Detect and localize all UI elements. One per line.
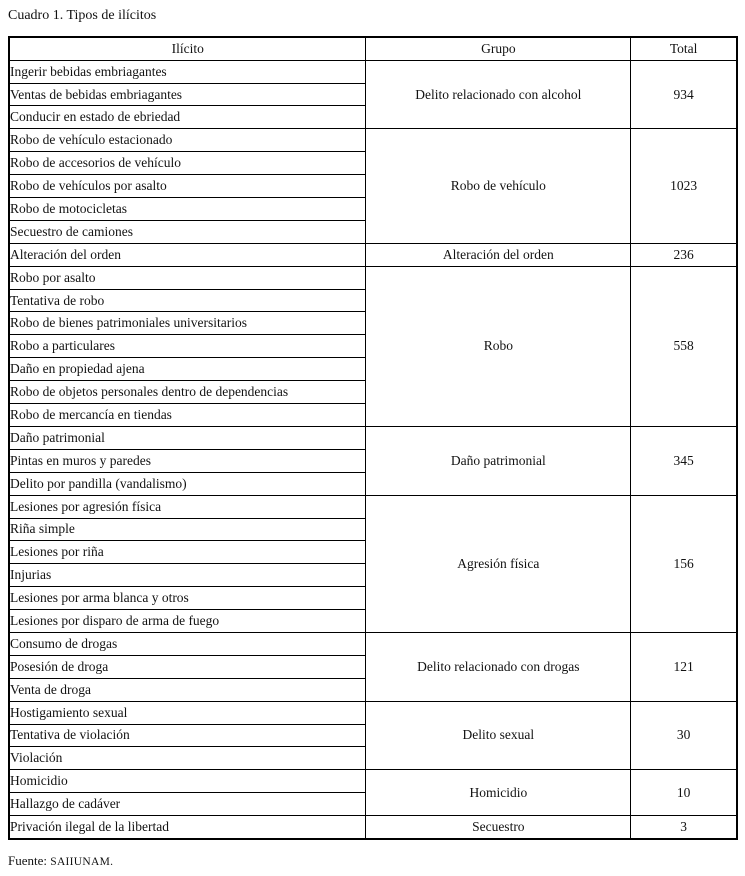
offense-group-cell: Homicidio <box>366 770 631 816</box>
table-row <box>9 770 737 793</box>
offense-total-cell: 10 <box>631 770 737 816</box>
offense-total-cell: 236 <box>631 243 737 266</box>
column-header-total: Total <box>631 37 737 60</box>
offense-item-cell: Daño en propiedad ajena <box>9 358 366 381</box>
source-label: Fuente: <box>8 852 47 868</box>
offense-item-cell: Pintas en muros y paredes <box>9 449 366 472</box>
offense-item-cell: Tentativa de robo <box>9 289 366 312</box>
offense-group-cell: Daño patrimonial <box>366 426 631 495</box>
offense-item-cell: Lesiones por disparo de arma de fuego <box>9 610 366 633</box>
offenses-table <box>8 36 738 840</box>
offense-item-cell: Lesiones por arma blanca y otros <box>9 587 366 610</box>
offense-group-cell: Secuestro <box>366 816 631 839</box>
table-row <box>9 816 737 839</box>
table-row <box>9 701 737 724</box>
offense-total-cell: 156 <box>631 495 737 632</box>
offense-group-cell: Robo de vehículo <box>366 129 631 243</box>
offense-item-cell: Homicidio <box>9 770 366 793</box>
offense-item-cell: Robo a particulares <box>9 335 366 358</box>
offense-group-cell: Alteración del orden <box>366 243 631 266</box>
table-row <box>9 266 737 289</box>
offense-item-cell: Robo de objetos personales dentro de dependencias <box>9 381 366 404</box>
offense-total-cell: 30 <box>631 701 737 770</box>
offense-total-cell: 558 <box>631 266 737 426</box>
offense-item-cell: Robo de mercancía en tiendas <box>9 404 366 427</box>
table-row <box>9 243 737 266</box>
offense-item-cell: Robo de bienes patrimoniales universitarios <box>9 312 366 335</box>
offense-item-cell: Secuestro de camiones <box>9 220 366 243</box>
table-caption: Cuadro 1. Tipos de ilícitos <box>8 8 157 23</box>
offense-item-cell: Robo de motocicletas <box>9 198 366 221</box>
offense-item-cell: Venta de droga <box>9 678 366 701</box>
offense-item-cell: Consumo de drogas <box>9 632 366 655</box>
offense-item-cell: Violación <box>9 747 366 770</box>
offense-group-cell: Robo <box>366 266 631 426</box>
table-row <box>9 129 737 152</box>
offense-item-cell: Alteración del orden <box>9 243 366 266</box>
column-header-ilicito: Ilícito <box>9 37 366 60</box>
offense-item-cell: Daño patrimonial <box>9 426 366 449</box>
offense-item-cell: Hostigamiento sexual <box>9 701 366 724</box>
table-row <box>9 426 737 449</box>
offense-item-cell: Robo de vehículo estacionado <box>9 129 366 152</box>
offense-item-cell: Robo de accesorios de vehículo <box>9 152 366 175</box>
offense-item-cell: Delito por pandilla (vandalismo) <box>9 472 366 495</box>
header-row <box>9 37 737 60</box>
offense-group-cell: Delito relacionado con alcohol <box>366 60 631 129</box>
offense-total-cell: 3 <box>631 816 737 839</box>
offense-group-cell: Delito relacionado con drogas <box>366 632 631 701</box>
table-row <box>9 495 737 518</box>
offense-item-cell: Privación ilegal de la libertad <box>9 816 366 839</box>
offense-item-cell: Lesiones por riña <box>9 541 366 564</box>
offense-item-cell: Robo por asalto <box>9 266 366 289</box>
offense-item-cell: Ventas de bebidas embriagantes <box>9 83 366 106</box>
source-value: SAIIUNAM. <box>50 855 114 868</box>
offense-item-cell: Tentativa de violación <box>9 724 366 747</box>
table-row <box>9 632 737 655</box>
offense-total-cell: 121 <box>631 632 737 701</box>
offenses-table-body <box>9 60 737 839</box>
offense-group-cell: Delito sexual <box>366 701 631 770</box>
offense-item-cell: Injurias <box>9 564 366 587</box>
offense-item-cell: Lesiones por agresión física <box>9 495 366 518</box>
offense-item-cell: Posesión de droga <box>9 655 366 678</box>
offense-item-cell: Ingerir bebidas embriagantes <box>9 60 366 83</box>
offense-total-cell: 345 <box>631 426 737 495</box>
offense-group-cell: Agresión física <box>366 495 631 632</box>
column-header-grupo: Grupo <box>366 37 631 60</box>
table-row <box>9 60 737 83</box>
offense-item-cell: Hallazgo de cadáver <box>9 793 366 816</box>
offense-total-cell: 1023 <box>631 129 737 243</box>
offense-item-cell: Conducir en estado de ebriedad <box>9 106 366 129</box>
offense-total-cell: 934 <box>631 60 737 129</box>
source-note <box>8 853 738 869</box>
offense-item-cell: Robo de vehículos por asalto <box>9 175 366 198</box>
offense-item-cell: Riña simple <box>9 518 366 541</box>
